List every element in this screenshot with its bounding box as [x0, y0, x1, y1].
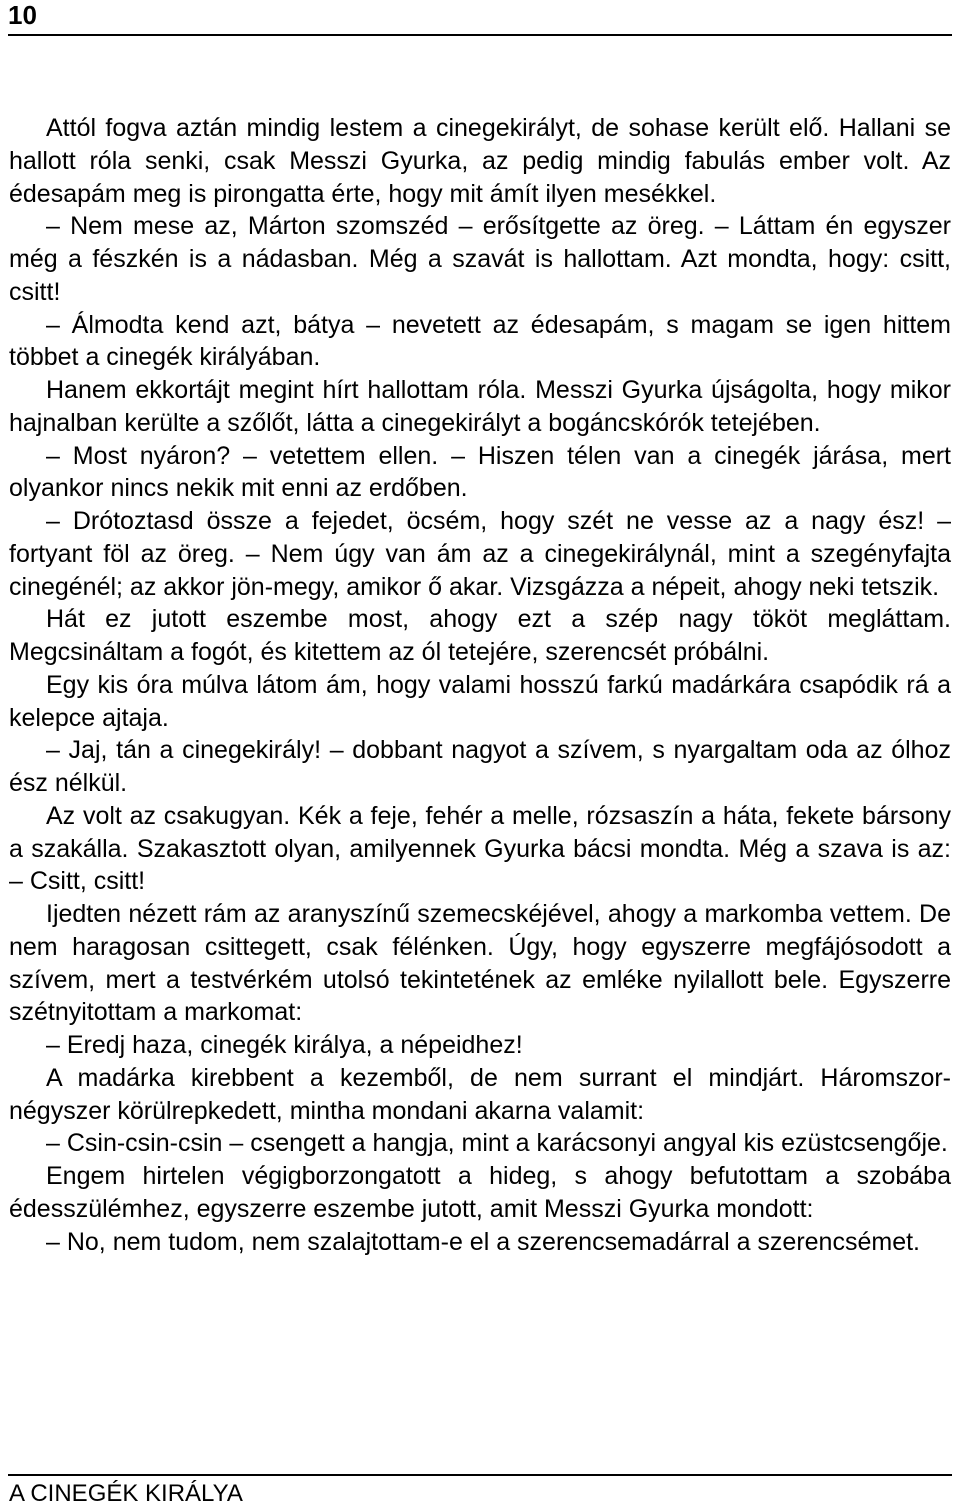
- page-number: 10: [8, 0, 37, 30]
- paragraph: – Jaj, tán a cinegekirály! – dobbant nagyot a szívem, s nyargaltam oda az ólhoz ész nélkül.: [9, 736, 951, 797]
- paragraph: Attól fogva aztán mindig lestem a cinegekirályt, de sohase került elő. Hallani se hallott róla senki, csak Messzi Gyurka, az pedig mindig fabulás ember volt. Az édesapám meg is pirongatta érte, hogy mit ámít ilyen mesékkel.: [9, 114, 951, 208]
- paragraph: Hát ez jutott eszembe most, ahogy ezt a szép nagy tököt megláttam. Megcsináltam a fogót, és kitettem az ól tetejére, szerencsét próbálni.: [9, 605, 951, 666]
- paragraph: Hanem ekkortájt megint hírt hallottam róla. Messzi Gyurka újságolta, hogy mikor hajnalban kerülte a szőlőt, látta a cinegekirályt a bogáncskórók tetejében.: [9, 376, 951, 437]
- paragraph: Ijedten nézett rám az aranyszínű szemecskéjével, ahogy a markomba vettem. De nem haragosan csittegett, csak félénken. Úgy, hogy egyszerre megfájósodott a szívem, mert a testvérkém utolsó tekintetének az emléke nyilallott bele. Egyszerre szétnyitottam a markomat:: [9, 900, 951, 1027]
- header-rule: [8, 34, 952, 36]
- paragraph: – Álmodta kend azt, bátya – nevetett az édesapám, s magam se igen hittem többet a cinegék királyában.: [9, 310, 951, 372]
- paragraph: – Nem mese az, Márton szomszéd – erősítgette az öreg. – Láttam én egyszer még a fészkén is a nádasban. Még a szavát is hallottam. Azt mondta, hogy: csitt, csitt!: [9, 212, 951, 306]
- paragraph: – Eredj haza, cinegék királya, a népeidhez!: [46, 1031, 523, 1059]
- running-footer-title: A CINEGÉK KIRÁLYA: [9, 1480, 243, 1507]
- paragraph: – No, nem tudom, nem szalajtottam-e el a szerencsemadárral a szerencsémet.: [46, 1227, 920, 1256]
- paragraph: A madárka kirebbent a kezemből, de nem surrant el mindjárt. Háromszor-négyszer körülrepkedett, mintha mondani akarna valamit:: [9, 1063, 951, 1125]
- paragraph: – Most nyáron? – vetettem ellen. – Hiszen télen van a cinegék járása, mert olyankor nincs nekik mit enni az erdőben.: [9, 441, 951, 503]
- paragraph: – Drótoztasd össze a fejedet, öcsém, hogy szét ne vesse az a nagy ész! – fortyant föl az öreg. – Nem úgy van ám az a cinegekirálynál, mint a szegényfajta cinegénél; az akkor jön-megy, amikor ő akar. Vizsgázza a népeit, ahogy neki tetszik.: [9, 507, 951, 601]
- paragraph: Egy kis óra múlva látom ám, hogy valami hosszú farkú madárkára csapódik rá a kelepce ajtaja.: [9, 670, 951, 732]
- story-body: [9, 112, 951, 1258]
- footer-rule: [8, 1474, 952, 1476]
- paragraph: Engem hirtelen végigborzongatott a hideg, s ahogy befutottam a szobába édesszülémhez, egyszerre eszembe jutott, amit Messzi Gyurka mondott:: [9, 1162, 951, 1223]
- paragraph: – Csin-csin-csin – csengett a hangja, mint a karácsonyi angyal kis ezüstcsengője.: [46, 1129, 948, 1158]
- paragraph: Az volt az csakugyan. Kék a feje, fehér a melle, rózsaszín a háta, fekete bársony a szakálla. Szakasztott olyan, amilyennek Gyurka bácsi mondta. Még a szava is az: – Csitt, csitt!: [9, 801, 951, 896]
